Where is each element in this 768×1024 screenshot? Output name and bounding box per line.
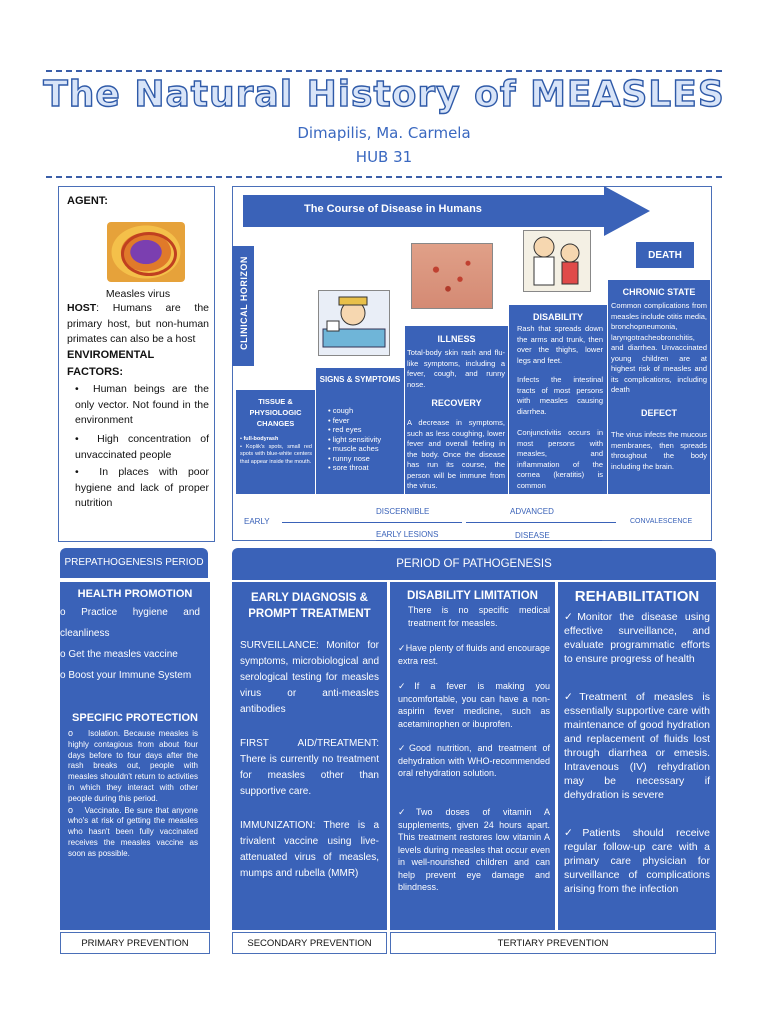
top-divider bbox=[46, 70, 722, 72]
author-name: Dimapilis, Ma. Carmela bbox=[297, 124, 471, 142]
host-description bbox=[67, 301, 209, 348]
timeline-line bbox=[466, 522, 616, 523]
timeline-line bbox=[376, 540, 602, 541]
early-diagnosis-panel: EARLY DIAGNOSIS & PROMPT TREATMENT SURVEILLANCE: Monitor for symptoms, microbiological and serological testing for measles virus or anti-measles antibodies FIRST AID/TREATMENT: There is currently no treatment for measles other than supportive care. IMMUNIZATION: There is a trivalent vaccine using live-attenuated virus of measles, mumps and rubella (MMR) bbox=[232, 582, 387, 930]
signs-symptoms-column: SIGNS & SYMPTOMS • cough • fever • red eyes • light sensitivity • muscle aches • runny nose • sore throat bbox=[316, 368, 404, 494]
measles-virus-image bbox=[107, 222, 185, 282]
secondary-prevention-label: SECONDARY PREVENTION bbox=[232, 932, 387, 954]
disability-limitation-panel: DISABILITY LIMITATION There is no specific medical treatment for measles. ✓Have plenty of fluids and encourage extra rest. ✓If a fever is making you uncomfortable, you can have a non-aspirin fever medicine, such as acetaminophen or ibuprofen. ✓Good nutrition, and treatment of dehydration with WHO-recommended oral rehydration solution. ✓Two doses of vitamin A supplements, given 24 hours apart. This treatment restores low vitamin A levels during measles that occur even in well-nourished children and can help prevent eye damage and blindness. bbox=[390, 582, 555, 930]
defect-text: The virus infects the mucous membranes, then spreads throughout the body including the brain. bbox=[611, 430, 707, 471]
virus-caption: Measles virus bbox=[105, 288, 171, 300]
rash-photo bbox=[411, 243, 493, 309]
defect-title: DEFECT bbox=[641, 408, 677, 418]
tertiary-prevention-label: TERTIARY PREVENTION bbox=[390, 932, 716, 954]
host-label: HOST bbox=[67, 302, 97, 314]
clinical-horizon: CLINICAL HORIZON bbox=[232, 246, 254, 366]
timeline-early-lesions: EARLY LESIONS bbox=[376, 530, 439, 539]
env-item: • In places with poor hygiene and lack of proper nutrition bbox=[75, 466, 209, 509]
doctor-child-image bbox=[523, 230, 591, 292]
primary-prevention-label: PRIMARY PREVENTION bbox=[60, 932, 210, 954]
timeline-convalescence: CONVALESCENCE bbox=[630, 518, 693, 525]
tissue-changes-column: TISSUE & PHYSIOLOGIC CHANGES • full-bodyrash • Koplik's spots, small red spots with blue-white centers that appear inside the mouth. bbox=[236, 390, 315, 494]
header-bottom-divider bbox=[46, 176, 722, 178]
recovery-text: A decrease in symptoms, such as less coughing, lower fever and overall feeling in the body. Once the disease has run its course, the person will be immune from the virus. bbox=[407, 418, 505, 490]
timeline-advanced: ADVANCED bbox=[510, 507, 554, 516]
env-item: • Human beings are the only vector. Not found in the environment bbox=[75, 383, 209, 426]
death-block: DEATH bbox=[636, 242, 694, 268]
timeline-line bbox=[282, 522, 462, 523]
timeline-discernible: DISCERNIBLE bbox=[376, 507, 430, 516]
rehabilitation-panel: REHABILITATION ✓Monitor the disease using effective surveillance, and evaluate programmatic efforts to ensure progress of health ✓Treatment of measles is essentially supportive care with maintenance of good hydration and replacement of fluids lost through diarrhea or emesis. Intravenous (IV) rehydration may be necessary if dehydration is severe ✓Patients should receive regular follow-up care with a primary care physician for surveillance of complications arising from the infection bbox=[558, 582, 716, 930]
class-code: HUB 31 bbox=[355, 148, 413, 166]
timeline-early: EARLY bbox=[244, 517, 270, 526]
agent-label: AGENT: bbox=[67, 195, 108, 207]
chronic-state-column: CHRONIC STATE Common complications from measles include otitis media, bronchopneumonia, laryngotracheobronchitis, and diarrhea. Unvaccinated young children are at highest risk of measles and its complications, including death DEFECT The virus infects the mucous membranes, then spreads throughout the body including the brain. bbox=[608, 280, 710, 494]
health-promotion-panel: HEALTH PROMOTION o Practice hygiene and cleanliness o Get the measles vaccine o Boost your Immune System SPECIFIC PROTECTION o Isolation. Because measles is highly contagious from about four days before to four days after the rash breaks out, people with measles shouldn't return to activities in which they interact with other people during this period. o Vaccinate. Be sure that anyone who's at risk of getting the measles who hasn't been fully vaccinated receives the measles vaccine as soon as possible. bbox=[60, 582, 210, 930]
env-item: • High concentration of unvaccinated people bbox=[75, 433, 209, 461]
pathogenesis-header: PERIOD OF PATHOGENESIS bbox=[232, 548, 716, 580]
agent-panel bbox=[58, 186, 215, 542]
course-arrow-head bbox=[604, 186, 650, 236]
page-title: The Natural History of MEASLES bbox=[43, 74, 725, 115]
recovery-title: RECOVERY bbox=[431, 398, 482, 408]
host-text: : Humans are the primary host, but non-human primates can also be a host bbox=[67, 302, 209, 345]
timeline-disease: DISEASE bbox=[515, 531, 550, 540]
course-title: The Course of Disease in Humans bbox=[304, 203, 482, 215]
illness-column: ILLNESS Total-body skin rash and flu-like symptoms, including a fever, cough, and runny nose. RECOVERY A decrease in symptoms, such as less coughing, lower fever and overall feeling in the body. Once the disease has run its course, the person will be immune from the virus. bbox=[405, 326, 508, 494]
specific-protection-title: SPECIFIC PROTECTION bbox=[72, 712, 198, 724]
prepathogenesis-header: PREPATHOGENESIS PERIOD bbox=[60, 548, 208, 578]
disability-column: DISABILITY Rash that spreads down the arms and trunk, then over the thighs, lower legs and feet. Infects the intestinal tracts of most persons with measles causing diarrhea. Conjunctivitis occurs in most persons with measles, and inflammation of the cornea (keratitis) is common bbox=[509, 305, 607, 494]
sick-child-image bbox=[318, 290, 390, 356]
env-factors-label: ENVIROMENTAL FACTORS: bbox=[67, 349, 154, 378]
